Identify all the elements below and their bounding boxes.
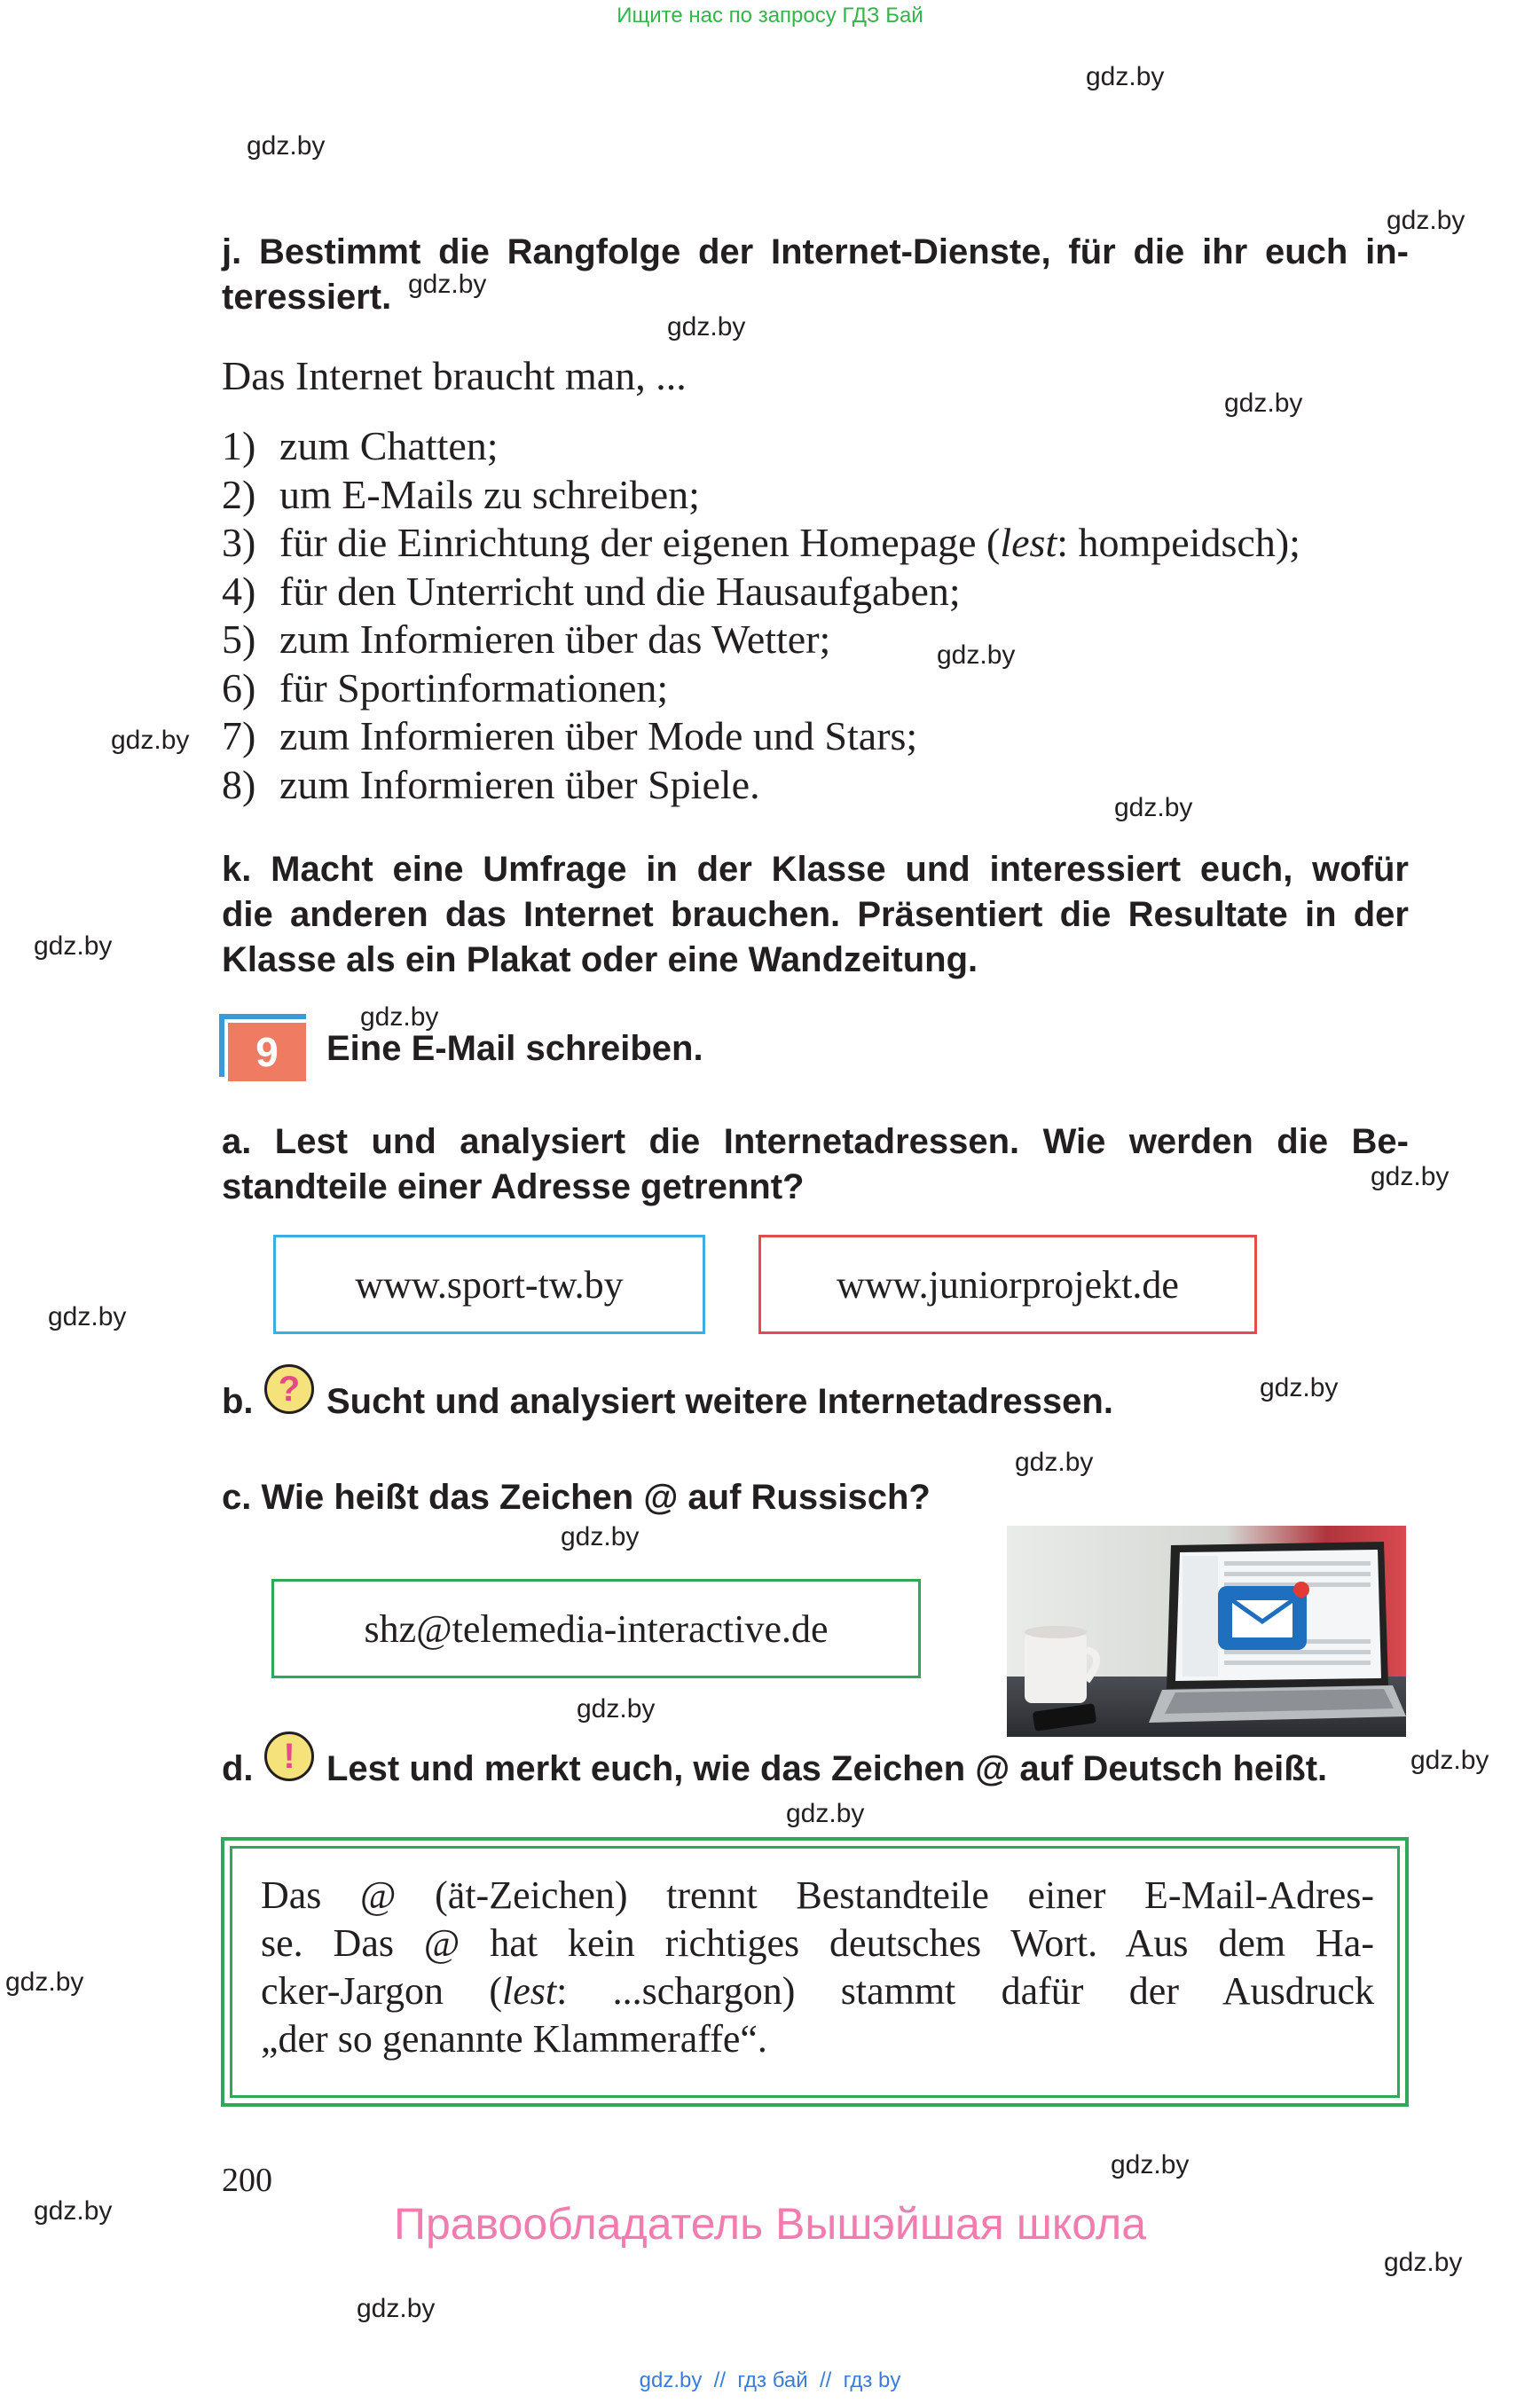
list-item: 7) zum Informieren über Mode und Stars;: [222, 713, 918, 758]
list-item: 8) zum Informieren über Spiele.: [222, 761, 760, 807]
watermark: gdz.by: [1086, 62, 1165, 91]
section-badge: [219, 1014, 308, 1079]
info-box: [221, 1837, 1409, 2107]
watermark: gdz.by: [786, 1799, 865, 1828]
task-k: [222, 847, 1409, 983]
task-b-text: Sucht und analysiert weitere Internetadressen.: [326, 1382, 1113, 1421]
watermark: gdz.by: [34, 931, 113, 961]
watermark: gdz.by: [1015, 1448, 1094, 1477]
list-item: 6) für Sportinformationen;: [222, 664, 669, 711]
list-intro: Das Internet braucht man, ...: [222, 353, 687, 398]
watermark: gdz.by: [1111, 2150, 1190, 2179]
url-box-junior: [758, 1235, 1257, 1334]
task-a: [222, 1119, 1409, 1210]
url-text: www.juniorprojekt.de: [837, 1262, 1179, 1307]
footer-links[interactable]: gdz.by // гдз бай // гдз by: [639, 2368, 901, 2392]
rights-holder: Правообладатель Вышэйшая школа: [394, 2199, 1146, 2249]
task-k-line: k. Macht eine Umfrage in der Klasse und interessiert euch, wofür: [222, 850, 1409, 889]
task-j-line: teressiert.: [222, 278, 392, 317]
page-number: 200: [222, 2162, 272, 2199]
task-j-line: j. Bestimmt die Rangfolge der Internet-Dienste, für die ihr euch in-: [222, 232, 1409, 271]
task-k-line: die anderen das Internet brauchen. Präsentiert die Resultate in der: [222, 895, 1409, 934]
info-line: cker-Jargon (lest: ...schargon) stammt dafür der Ausdruck: [261, 1969, 1374, 2013]
watermark: gdz.by: [1384, 2248, 1463, 2277]
watermark: gdz.by: [360, 1002, 439, 1032]
email-text: shz@telemedia-interactive.de: [364, 1606, 829, 1651]
info-line: „der so genannte Klammeraffe“.: [261, 2017, 767, 2061]
watermark: gdz.by: [561, 1522, 640, 1551]
watermark: gdz.by: [1114, 793, 1193, 822]
watermark: gdz.by: [1224, 389, 1303, 418]
watermark: gdz.by: [577, 1694, 656, 1724]
task-c: c. Wie heißt das Zeichen @ auf Russisch?: [222, 1478, 931, 1517]
list-item: 2) um E-Mails zu schreiben;: [222, 471, 700, 517]
watermark: gdz.by: [1410, 1746, 1489, 1775]
watermark: gdz.by: [247, 131, 326, 161]
watermark: gdz.by: [667, 312, 746, 342]
list-item: 3) für die Einrichtung der eigenen Homepage (lest: hompeidsch);: [222, 520, 1300, 565]
task-d-letter: d.: [222, 1749, 254, 1788]
task-k-line: Klasse als ein Plakat oder eine Wandzeitung.: [222, 940, 978, 979]
question-icon: ?: [264, 1364, 314, 1414]
list-item: 1) zum Chatten;: [222, 423, 499, 468]
laptop-email-photo: [1007, 1526, 1406, 1737]
watermark: gdz.by: [408, 270, 487, 299]
info-box-text: [230, 1846, 1400, 2098]
watermark: gdz.by: [5, 1967, 84, 1997]
top-search-hint[interactable]: Ищите нас по запросу ГДЗ Бай: [617, 4, 923, 27]
watermark: gdz.by: [937, 640, 1016, 670]
url-box-sport: [273, 1235, 705, 1334]
watermark: gdz.by: [48, 1302, 127, 1331]
task-a-line: standteile einer Adresse getrennt?: [222, 1167, 805, 1206]
info-line: Das @ (ät-Zeichen) trennt Bestandteile einer E-Mail-Adres-: [261, 1873, 1374, 1917]
list-item: 4) für den Unterricht und die Hausaufgaben;: [222, 568, 961, 614]
section-title: Eine E-Mail schreiben.: [326, 1029, 703, 1068]
watermark: gdz.by: [1387, 206, 1465, 235]
task-a-line: a. Lest und analysiert die Internetadressen. Wie werden die Be-: [222, 1122, 1409, 1161]
email-box: [271, 1579, 921, 1678]
internet-uses-list: [222, 422, 1300, 809]
section-number: 9: [228, 1023, 306, 1081]
watermark: gdz.by: [1371, 1162, 1450, 1191]
watermark: gdz.by: [357, 2294, 436, 2323]
watermark: gdz.by: [1260, 1373, 1339, 1402]
exclamation-icon: !: [264, 1732, 314, 1781]
task-d-text: Lest und merkt euch, wie das Zeichen @ auf Deutsch heißt.: [326, 1749, 1328, 1788]
info-line: se. Das @ hat kein richtiges deutsches Wort. Aus dem Ha-: [261, 1921, 1374, 1965]
watermark: gdz.by: [111, 726, 190, 755]
task-b-letter: b.: [222, 1382, 254, 1421]
task-j: [222, 230, 1409, 320]
url-text: www.sport-tw.by: [355, 1262, 624, 1307]
list-item: 5) zum Informieren über das Wetter;: [222, 616, 831, 662]
watermark: gdz.by: [34, 2196, 113, 2226]
